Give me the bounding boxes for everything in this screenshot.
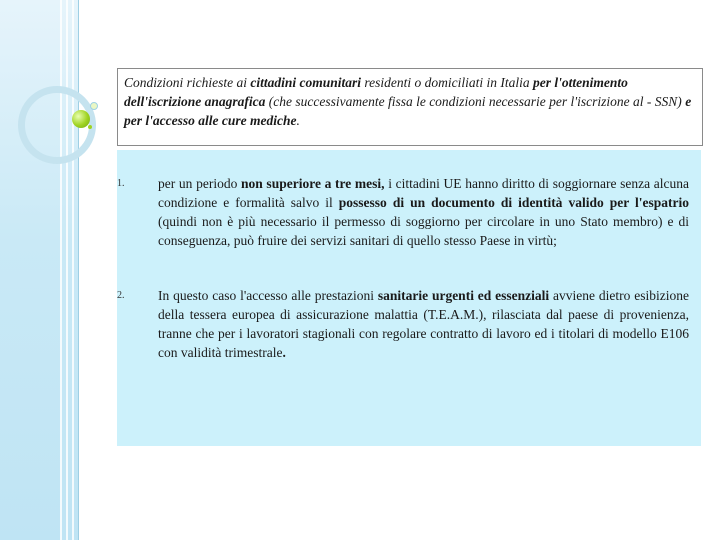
side-stripe — [72, 0, 74, 540]
slide-title-box — [117, 68, 703, 146]
item-text: i cittadini UE hanno diritto di soggiornare senza alcuna condizione e formalità salvo il — [158, 176, 689, 210]
item-bold-text: possesso di un documento di identità valido per l'espatrio — [338, 195, 689, 210]
title-text: residenti o domiciliati in Italia — [361, 75, 534, 90]
list-number: 1. — [117, 178, 125, 189]
decorative-small-dot — [90, 102, 98, 110]
title-bold-text: per l'ottenimento dell'iscrizione anagrafica — [124, 75, 628, 109]
title-text: . — [296, 113, 300, 128]
item-text: (quindi non è più necessario il permesso di soggiorno per circolare in uno Stato membro) e di conseguenza, può fruire dei servizi sanitari di quello stesso Paese in virtù; — [158, 214, 689, 248]
title-bold-text: e per l'accesso alle cure mediche — [124, 94, 692, 128]
title-text: Condizioni richieste ai — [124, 75, 251, 90]
list-number: 2. — [117, 290, 125, 301]
item-bold-text: . — [282, 345, 286, 360]
item-text: avviene dietro esibizione della tessera europea di assicurazione malattia (T.E.A.M.), rilasciata dal paese di provenienza, tranne che per i lavoratori stagionali con regolare contratto di lavoro ed i titolari di modello E106 con validità trimestrale — [158, 288, 689, 360]
item-bold-text: non superiore a tre mesi, — [241, 176, 385, 191]
title-text: (che successivamente fissa le condizioni necessarie per l'iscrizione al - SSN) — [265, 94, 686, 109]
item-text: In questo caso l'accesso alle prestazioni — [158, 288, 378, 303]
list-item — [117, 286, 689, 362]
decorative-tiny-dot — [88, 125, 92, 129]
list-item — [117, 174, 689, 250]
side-stripe — [66, 0, 68, 540]
side-decoration-panel — [0, 0, 79, 540]
content-box — [117, 150, 701, 446]
side-stripe — [60, 0, 62, 540]
title-bold-text: cittadini comunitari — [250, 75, 362, 90]
item-text: per un periodo — [158, 176, 241, 191]
item-bold-text: sanitarie urgenti ed essenziali — [377, 288, 550, 303]
